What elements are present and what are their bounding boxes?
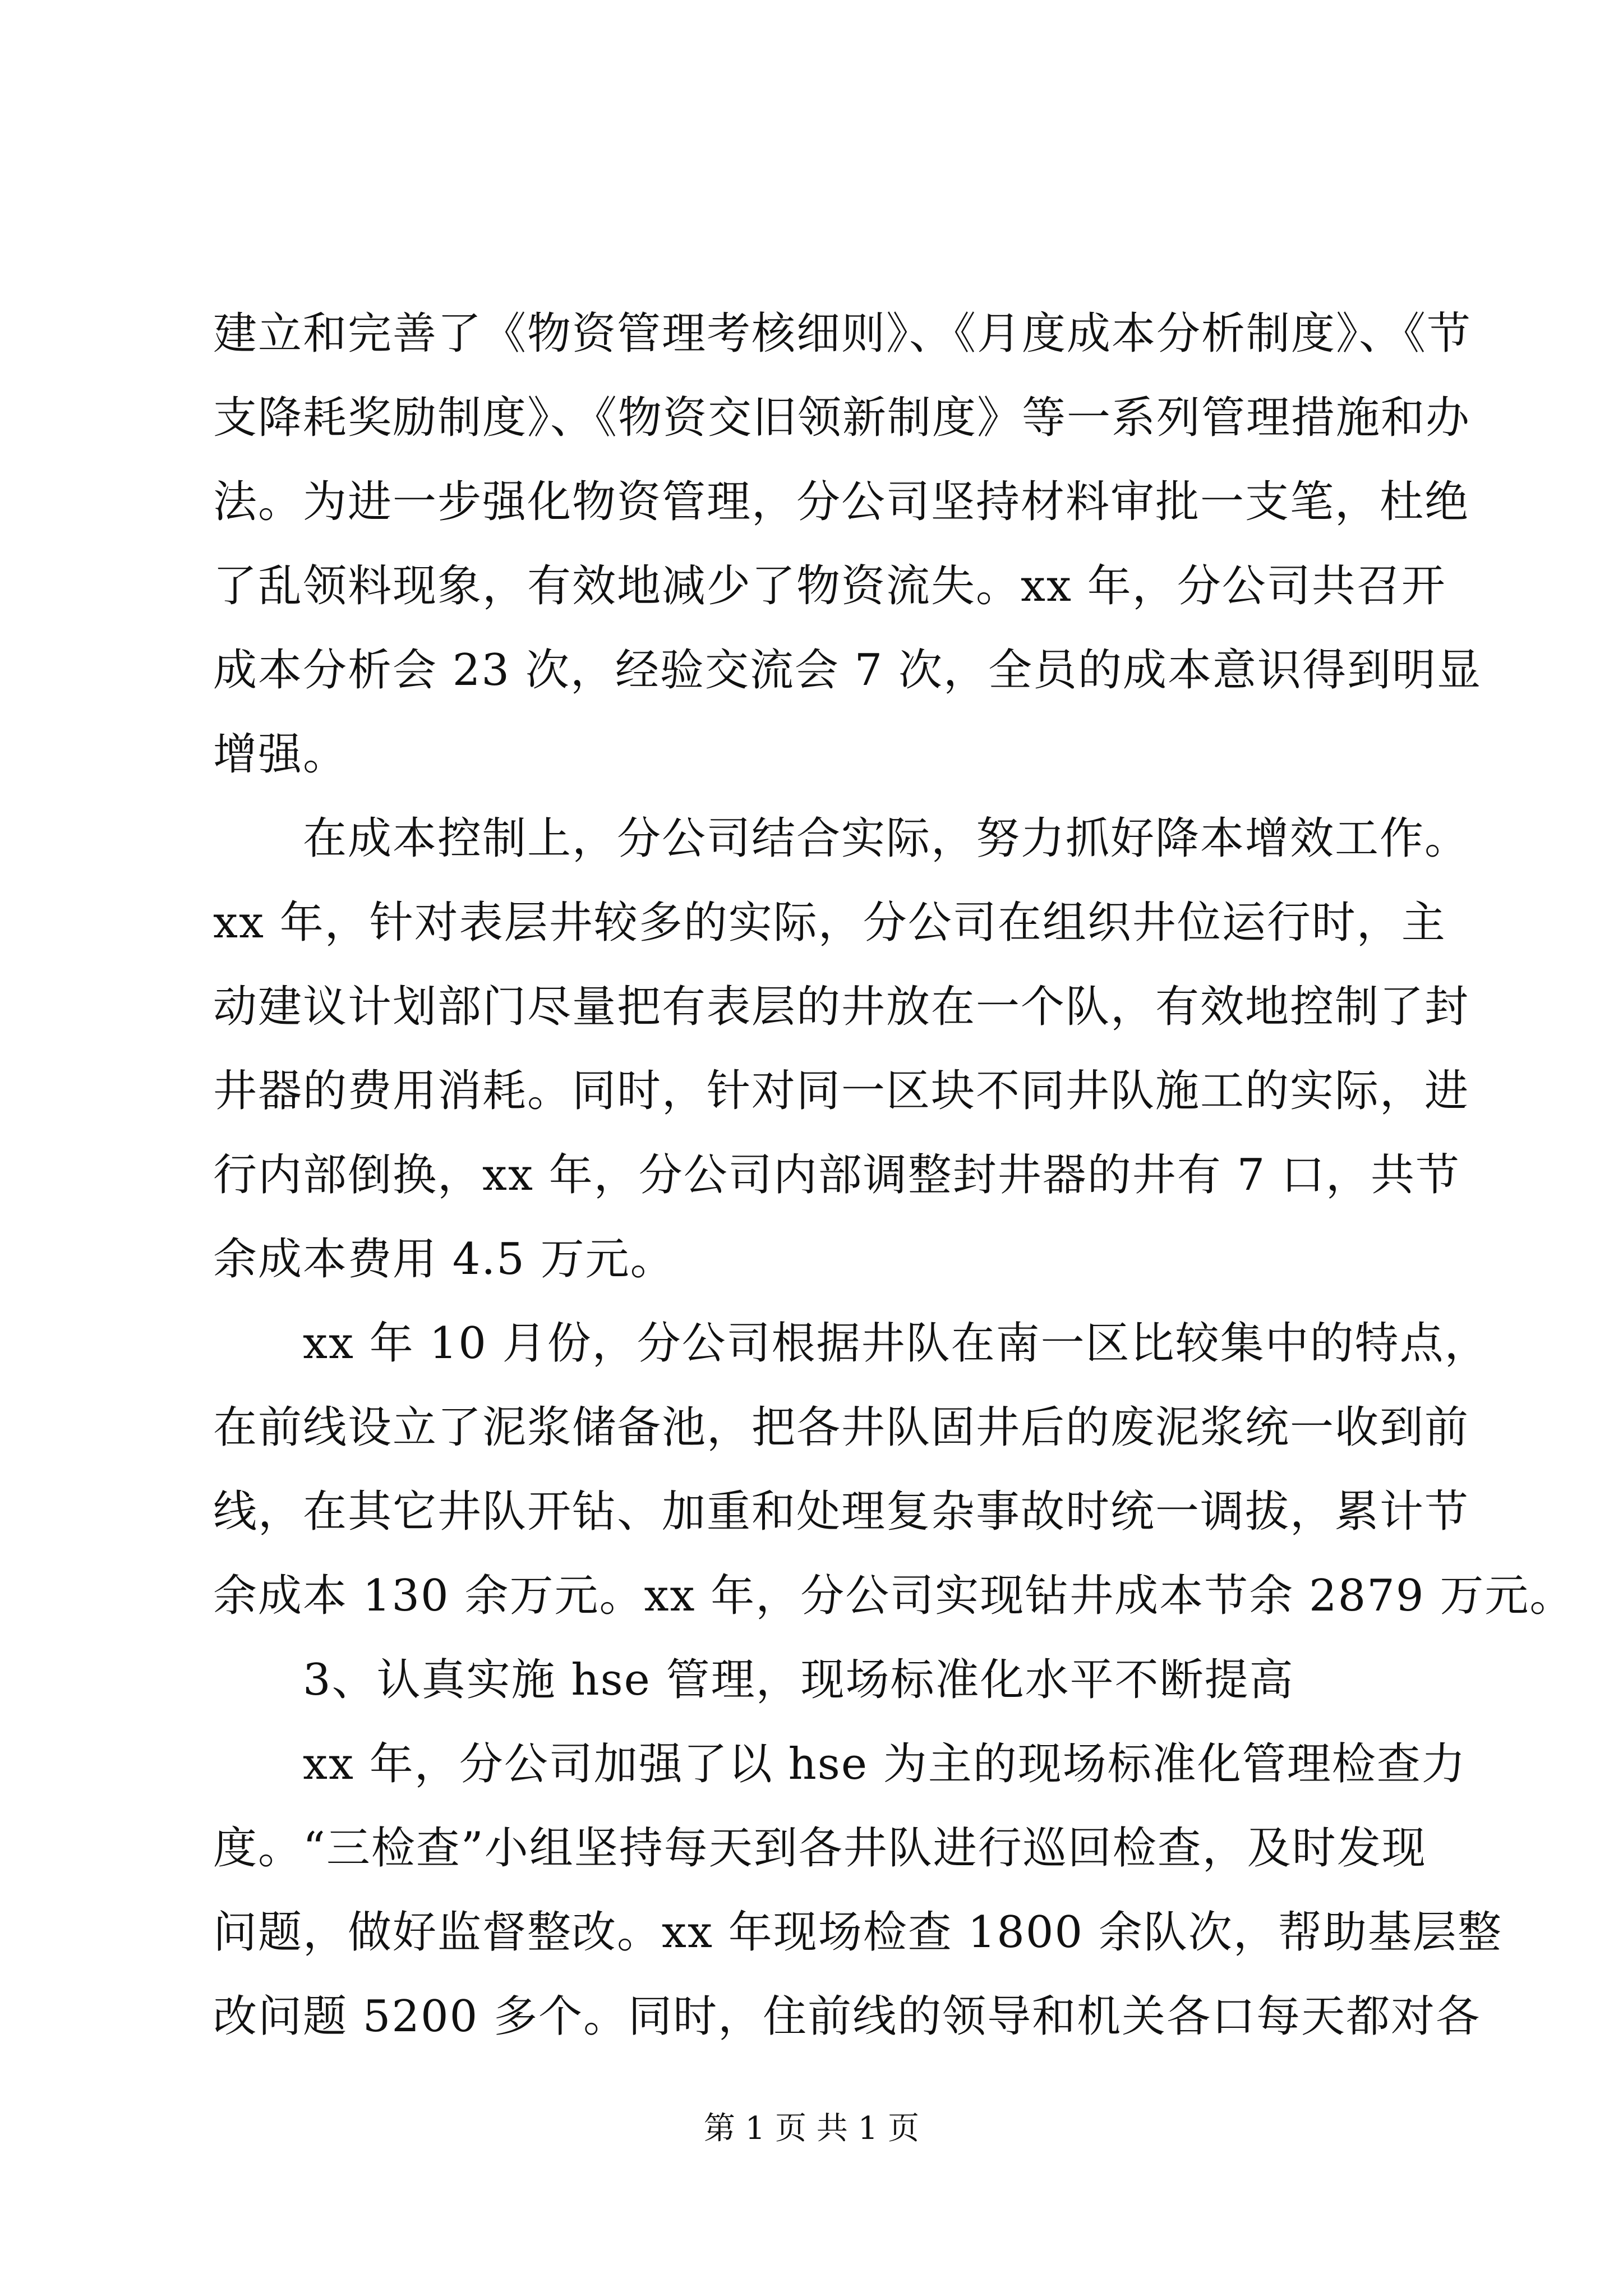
paragraph-start-line: xx 年，分公司加强了以 hse 为主的现场标准化管理检查力 <box>303 1739 1467 1789</box>
paragraph-start-line: 在成本控制上，分公司结合实际，努力抓好降本增效工作。 <box>303 813 1470 864</box>
text-line: 井器的费用消耗。同时，针对同一区块不同井队施工的实际，进 <box>213 1066 1470 1116</box>
text-line: xx 年，针对表层井较多的实际，分公司在组织井位运行时，主 <box>213 898 1446 948</box>
text-line: 建立和完善了《物资管理考核细则》、《月度成本分析制度》、《节 <box>213 309 1472 359</box>
text-line: 余成本费用 4.5 万元。 <box>213 1234 675 1285</box>
text-line: 行内部倒换，xx 年，分公司内部调整封井器的井有 7 口，共节 <box>213 1150 1460 1200</box>
text-line: 度。“三检查”小组坚持每天到各井队进行巡回检查，及时发现 <box>213 1823 1427 1874</box>
section-heading: 3、认真实施 hse 管理，现场标准化水平不断提高 <box>303 1655 1294 1705</box>
text-line: 支降耗奖励制度》、《物资交旧领新制度》等一系列管理措施和办 <box>213 393 1471 443</box>
text-line: 了乱领料现象，有效地减少了物资流失。xx 年，分公司共召开 <box>213 561 1446 611</box>
text-line: 在前线设立了泥浆储备池，把各井队固井后的废泥浆统一收到前 <box>213 1402 1470 1453</box>
text-line: 问题，做好监督整改。xx 年现场检查 1800 余队次，帮助基层整 <box>213 1907 1502 1958</box>
paragraph-start-line: xx 年 10 月份，分公司根据井队在南一区比较集中的特点， <box>303 1318 1490 1369</box>
text-line: 余成本 130 余万元。xx 年，分公司实现钻井成本节余 2879 万元。 <box>213 1571 1575 1621</box>
text-line: 动建议计划部门尽量把有表层的井放在一个队，有效地控制了封 <box>213 982 1470 1032</box>
text-line: 成本分析会 23 次，经验交流会 7 次，全员的成本意识得到明显 <box>213 645 1482 696</box>
text-line: 线，在其它井队开钻、加重和处理复杂事故时统一调拔，累计节 <box>213 1487 1470 1537</box>
text-line: 法。为进一步强化物资管理，分公司坚持材料审批一支笔，杜绝 <box>213 477 1470 527</box>
text-line: 增强。 <box>213 729 348 780</box>
page-footer: 第 1 页 共 1 页 <box>703 2110 920 2147</box>
text-line: 改问题 5200 多个。同时，住前线的领导和机关各口每天都对各 <box>213 1991 1481 2042</box>
